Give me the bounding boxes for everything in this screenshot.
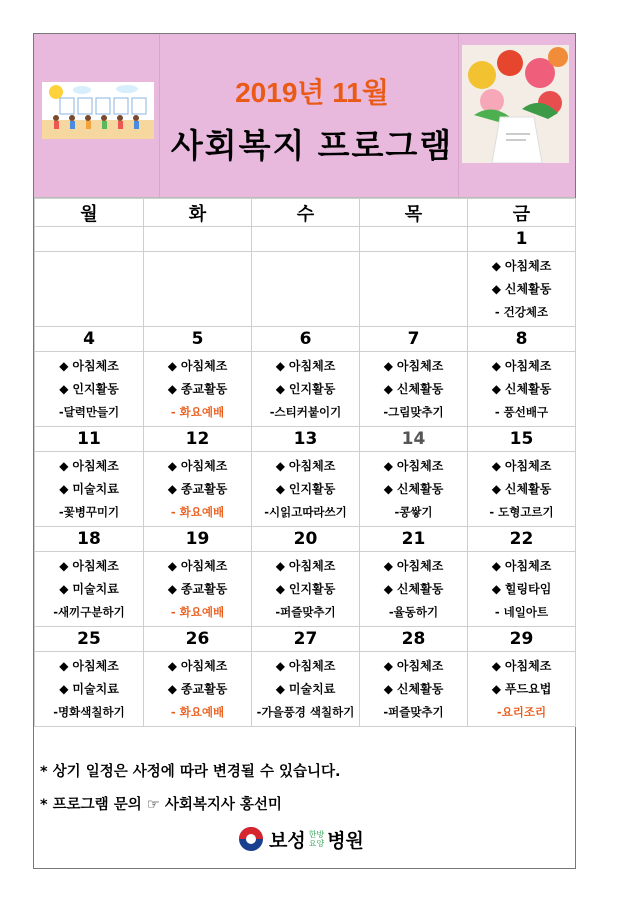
activity-detail: -스티커붙이기 [269, 404, 342, 419]
logo-small-bottom: 요양 [308, 839, 325, 848]
date-cell: 13 [252, 427, 360, 452]
activity-detail: - 화요예배 [170, 404, 225, 419]
activity-detail: -율동하기 [388, 604, 439, 619]
activity-item-label: 미술치료 [288, 681, 336, 696]
activity-item [468, 255, 575, 278]
diamond-bullet-icon: ◆ [491, 258, 501, 273]
activity-item-label: 아침체조 [180, 558, 228, 573]
diamond-bullet-icon: ◆ [167, 558, 177, 573]
activity-item [144, 578, 251, 601]
diamond-bullet-icon: ◆ [491, 358, 501, 373]
activity-item [252, 478, 359, 501]
activity-cell [360, 452, 468, 527]
date-cell: 6 [252, 327, 360, 352]
activity-item-label: 아침체조 [180, 658, 228, 673]
activity-item-label: 종교활동 [180, 681, 228, 696]
activity-item-label: 인지활동 [72, 381, 119, 396]
hospital-logo [239, 824, 364, 854]
date-row [35, 627, 576, 652]
diamond-bullet-icon: ◆ [59, 558, 69, 573]
date-row [35, 527, 576, 552]
date-cell: 5 [144, 327, 252, 352]
diamond-bullet-icon: ◆ [59, 481, 69, 496]
date-cell: 19 [144, 527, 252, 552]
activity-detail: - 네일아트 [494, 604, 549, 619]
activity-item-label: 인지활동 [288, 481, 336, 496]
title-program: 사회복지 프로그램 [170, 127, 454, 164]
activity-detail: -요리조리 [496, 704, 547, 719]
activity-item-label: 아침체조 [72, 558, 119, 573]
activity-cell [360, 652, 468, 727]
weekday-wed: 수 [252, 199, 360, 227]
activity-cell [35, 652, 144, 727]
diamond-bullet-icon: ◆ [275, 481, 285, 496]
activity-item [468, 378, 575, 401]
date-cell: 1 [468, 227, 576, 252]
activity-detail: -가을풍경 색칠하기 [256, 704, 355, 719]
activity-detail: - 화요예배 [170, 704, 225, 719]
activity-item [35, 455, 143, 478]
activity-item [252, 455, 359, 478]
date-cell: 28 [360, 627, 468, 652]
activity-item [468, 355, 575, 378]
diamond-bullet-icon: ◆ [383, 458, 393, 473]
diamond-bullet-icon: ◆ [275, 658, 285, 673]
activity-cell [144, 652, 252, 727]
activity-detail: - 풍선배구 [494, 404, 549, 419]
activity-cell [144, 252, 252, 327]
activity-item [360, 678, 467, 701]
sun-icon [49, 85, 63, 99]
header-divider [159, 34, 160, 197]
activity-item [468, 678, 575, 701]
logo-small-text [309, 830, 324, 848]
activity-item-label: 아침체조 [504, 558, 552, 573]
date-cell: 12 [144, 427, 252, 452]
diamond-bullet-icon: ◆ [167, 658, 177, 673]
activity-cell [360, 352, 468, 427]
activity-item-label: 아침체조 [180, 458, 228, 473]
diamond-bullet-icon: ◆ [59, 458, 69, 473]
date-row [35, 227, 576, 252]
taegeuk-icon [239, 827, 263, 851]
activity-item-label: 아침체조 [504, 658, 552, 673]
activity-item [360, 555, 467, 578]
diamond-bullet-icon: ◆ [383, 358, 393, 373]
activity-item-label: 아침체조 [396, 658, 444, 673]
diamond-bullet-icon: ◆ [491, 381, 501, 396]
activity-cell [252, 452, 360, 527]
activity-item-label: 힐링타임 [504, 581, 552, 596]
diamond-bullet-icon: ◆ [167, 358, 177, 373]
date-cell: 26 [144, 627, 252, 652]
activity-detail: -시읽고따라쓰기 [264, 504, 347, 519]
diamond-bullet-icon: ◆ [491, 581, 501, 596]
logo-name-part1: 보성 [269, 829, 306, 852]
activity-item [144, 678, 251, 701]
activity-detail: - 화요예배 [170, 504, 225, 519]
diamond-bullet-icon: ◆ [383, 681, 393, 696]
date-row [35, 427, 576, 452]
flower-craft-photo [462, 45, 569, 163]
weekday-fri: 금 [468, 199, 576, 227]
activity-item [468, 278, 575, 301]
activity-item-label: 아침체조 [180, 358, 228, 373]
header-banner [34, 34, 575, 198]
activity-item-label: 미술치료 [72, 481, 119, 496]
activity-item-label: 미술치료 [72, 681, 119, 696]
activity-cell [252, 652, 360, 727]
activity-item-label: 아침체조 [288, 358, 336, 373]
date-cell: 21 [360, 527, 468, 552]
diamond-bullet-icon: ◆ [383, 658, 393, 673]
activity-item [360, 655, 467, 678]
schedule-sheet [33, 33, 576, 869]
activity-item-label: 신체활동 [396, 481, 444, 496]
activity-cell [35, 552, 144, 627]
activity-item [35, 378, 143, 401]
activity-item [468, 655, 575, 678]
activity-detail: -퍼즐맞추기 [275, 604, 336, 619]
activity-row [35, 352, 576, 427]
date-cell: 27 [252, 627, 360, 652]
activity-item [35, 355, 143, 378]
activity-cell [252, 352, 360, 427]
activity-item [35, 478, 143, 501]
activity-detail: - 화요예배 [170, 604, 225, 619]
diamond-bullet-icon: ◆ [491, 658, 501, 673]
date-cell: 11 [35, 427, 144, 452]
diamond-bullet-icon: ◆ [491, 281, 501, 296]
activity-cell [468, 252, 576, 327]
diamond-bullet-icon: ◆ [167, 381, 177, 396]
diamond-bullet-icon: ◆ [59, 358, 69, 373]
date-cell: 25 [35, 627, 144, 652]
activity-item [144, 378, 251, 401]
note-contact: * 프로그램 문의 ☞ 사회복지사 홍선미 [40, 797, 282, 813]
activity-cell [35, 352, 144, 427]
date-cell [35, 227, 144, 252]
diamond-bullet-icon: ◆ [491, 458, 501, 473]
activity-item [35, 678, 143, 701]
activity-item [35, 578, 143, 601]
weekday-thu: 목 [360, 199, 468, 227]
note-schedule-change: * 상기 일정은 사정에 따라 변경될 수 있습니다. [40, 764, 341, 780]
activity-detail: -명화색칠하기 [53, 704, 125, 719]
diamond-bullet-icon: ◆ [491, 558, 501, 573]
header-divider [458, 34, 459, 197]
activity-item [252, 355, 359, 378]
date-cell [252, 227, 360, 252]
date-row [35, 327, 576, 352]
diamond-bullet-icon: ◆ [383, 481, 393, 496]
activity-item-label: 신체활동 [504, 381, 552, 396]
activity-cell [144, 352, 252, 427]
activity-detail: -그림맞추기 [383, 404, 444, 419]
activity-item [252, 578, 359, 601]
activity-item-label: 아침체조 [396, 458, 444, 473]
activity-detail: -꽃병꾸미기 [58, 504, 120, 519]
diamond-bullet-icon: ◆ [491, 681, 501, 696]
diamond-bullet-icon: ◆ [275, 558, 285, 573]
activity-row [35, 452, 576, 527]
diamond-bullet-icon: ◆ [167, 581, 177, 596]
activity-item [468, 478, 575, 501]
activity-item-label: 아침체조 [288, 558, 336, 573]
activity-detail: -콩쌓기 [394, 504, 433, 519]
date-cell: 15 [468, 427, 576, 452]
diamond-bullet-icon: ◆ [167, 481, 177, 496]
activity-item [144, 555, 251, 578]
activity-cell [360, 552, 468, 627]
diamond-bullet-icon: ◆ [383, 558, 393, 573]
weekday-header-row [35, 199, 576, 227]
calendar-table [34, 198, 576, 727]
activity-item [360, 478, 467, 501]
activity-item-label: 신체활동 [396, 581, 444, 596]
weekday-mon: 월 [35, 199, 144, 227]
diamond-bullet-icon: ◆ [167, 681, 177, 696]
activity-item-label: 아침체조 [396, 358, 444, 373]
date-cell: 14 [360, 427, 468, 452]
activity-detail: -달력만들기 [58, 404, 120, 419]
activity-item-label: 푸드요법 [504, 681, 552, 696]
activity-item-label: 종교활동 [180, 481, 228, 496]
activity-cell [468, 452, 576, 527]
activity-item [252, 555, 359, 578]
activity-cell [35, 252, 144, 327]
date-cell [144, 227, 252, 252]
activity-item-label: 아침체조 [504, 458, 552, 473]
activity-detail: - 건강체조 [494, 304, 549, 319]
activity-item-label: 아침체조 [504, 258, 552, 273]
activity-detail: -퍼즐맞추기 [383, 704, 444, 719]
diamond-bullet-icon: ◆ [275, 358, 285, 373]
activity-row [35, 652, 576, 727]
activity-item-label: 아침체조 [72, 658, 119, 673]
activity-cell [35, 452, 144, 527]
date-cell: 22 [468, 527, 576, 552]
children-illustration [42, 82, 154, 139]
diamond-bullet-icon: ◆ [59, 381, 69, 396]
diamond-bullet-icon: ◆ [275, 681, 285, 696]
activity-item [360, 378, 467, 401]
activity-item-label: 아침체조 [72, 458, 119, 473]
activity-item [144, 478, 251, 501]
diamond-bullet-icon: ◆ [275, 458, 285, 473]
activity-item [468, 578, 575, 601]
logo-name-part2: 병원 [327, 829, 364, 852]
diamond-bullet-icon: ◆ [383, 581, 393, 596]
activity-item-label: 아침체조 [504, 358, 552, 373]
activity-item [252, 655, 359, 678]
activity-item [360, 355, 467, 378]
activity-detail: -새끼구분하기 [53, 604, 125, 619]
activity-item-label: 신체활동 [396, 381, 444, 396]
activity-item-label: 신체활동 [504, 281, 552, 296]
activity-item-label: 종교활동 [180, 581, 228, 596]
activity-item [144, 455, 251, 478]
activity-detail: - 도형고르기 [489, 504, 554, 519]
activity-item [468, 555, 575, 578]
activity-cell [144, 452, 252, 527]
diamond-bullet-icon: ◆ [275, 381, 285, 396]
activity-item [144, 655, 251, 678]
diamond-bullet-icon: ◆ [59, 581, 69, 596]
activity-item-label: 인지활동 [288, 581, 336, 596]
activity-cell [252, 552, 360, 627]
activity-cell [252, 252, 360, 327]
activity-item-label: 아침체조 [288, 458, 336, 473]
activity-item-label: 아침체조 [396, 558, 444, 573]
activity-cell [468, 652, 576, 727]
activity-item [35, 655, 143, 678]
diamond-bullet-icon: ◆ [59, 681, 69, 696]
date-cell: 29 [468, 627, 576, 652]
activity-cell [144, 552, 252, 627]
activity-item [252, 678, 359, 701]
date-cell: 4 [35, 327, 144, 352]
logo-small-top: 한방 [308, 830, 325, 839]
diamond-bullet-icon: ◆ [275, 581, 285, 596]
activity-cell [468, 352, 576, 427]
activity-item-label: 인지활동 [288, 381, 336, 396]
activity-item [468, 455, 575, 478]
title-month: 2019년 11월 [235, 77, 389, 108]
activity-cell [360, 252, 468, 327]
activity-item [252, 378, 359, 401]
activity-item [360, 578, 467, 601]
date-cell: 18 [35, 527, 144, 552]
activity-row [35, 252, 576, 327]
activity-item-label: 아침체조 [288, 658, 336, 673]
date-cell [360, 227, 468, 252]
diamond-bullet-icon: ◆ [383, 381, 393, 396]
activity-item [144, 355, 251, 378]
date-cell: 7 [360, 327, 468, 352]
weekday-tue: 화 [144, 199, 252, 227]
activity-item [360, 455, 467, 478]
activity-item-label: 신체활동 [504, 481, 552, 496]
activity-row [35, 552, 576, 627]
activity-item-label: 아침체조 [72, 358, 119, 373]
activity-item-label: 미술치료 [72, 581, 119, 596]
diamond-bullet-icon: ◆ [59, 658, 69, 673]
activity-item-label: 신체활동 [396, 681, 444, 696]
date-cell: 8 [468, 327, 576, 352]
activity-cell [468, 552, 576, 627]
diamond-bullet-icon: ◆ [167, 458, 177, 473]
activity-item [35, 555, 143, 578]
date-cell: 20 [252, 527, 360, 552]
diamond-bullet-icon: ◆ [491, 481, 501, 496]
activity-item-label: 종교활동 [180, 381, 228, 396]
